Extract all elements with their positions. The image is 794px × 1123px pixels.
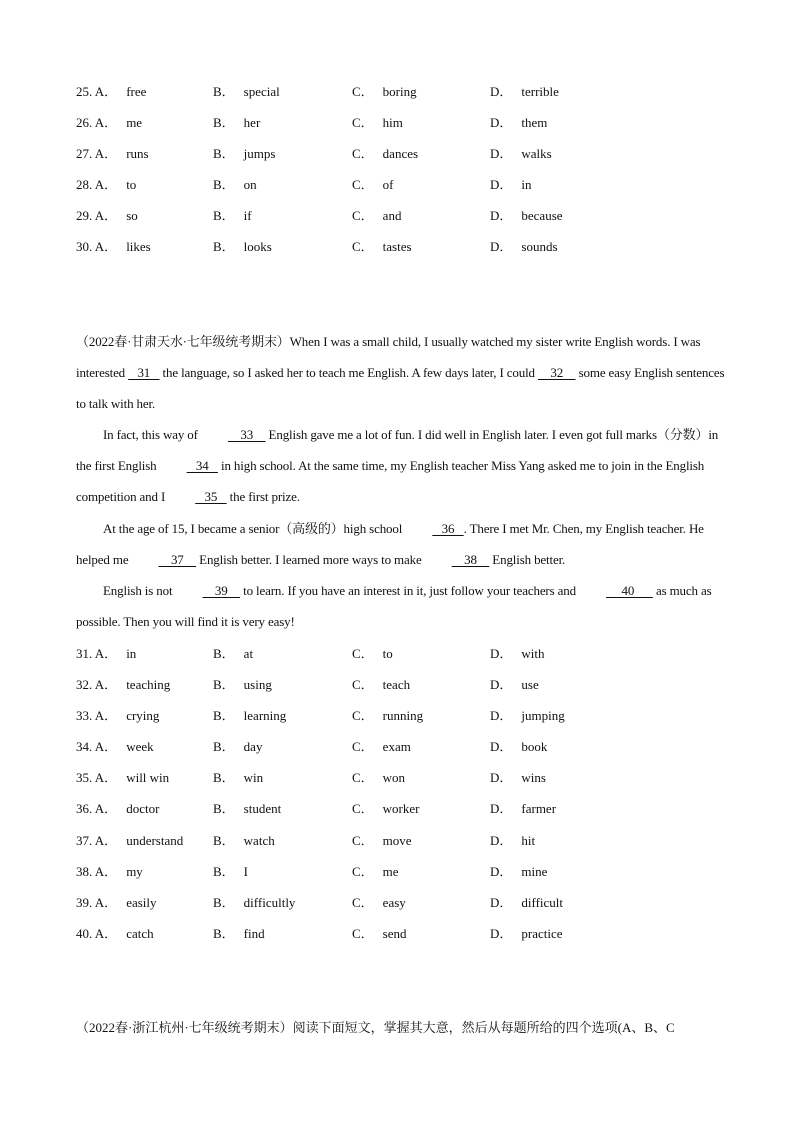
option-text: week [126, 739, 154, 755]
option-letter: C． [352, 646, 374, 661]
option-letter: D． [490, 115, 513, 131]
option-text: difficult [521, 894, 564, 910]
option-letter: C． [352, 739, 374, 755]
question-row [76, 887, 726, 918]
option-text: runs [126, 146, 149, 162]
option-letter: A． [94, 801, 118, 817]
option-d [490, 762, 546, 793]
option-letter: C． [352, 708, 374, 724]
option-text: hit [521, 832, 536, 848]
blank-36: 36 [432, 520, 464, 536]
option-a [76, 887, 157, 918]
blank-37: 37 [158, 551, 197, 567]
question-row [76, 793, 726, 824]
option-text: won [382, 770, 406, 786]
option-letter: A． [94, 239, 118, 255]
option-c [352, 918, 407, 949]
option-d [490, 231, 558, 262]
question-number: 30. [76, 239, 93, 255]
option-letter: D． [490, 739, 513, 755]
option-text: mine [521, 863, 548, 879]
option-text: sounds [521, 239, 558, 255]
option-letter: C． [352, 146, 374, 162]
option-letter: A． [94, 677, 118, 693]
option-letter: B． [213, 208, 235, 224]
option-text: if [243, 208, 252, 224]
option-letter: A． [94, 177, 118, 193]
option-letter: B． [213, 708, 235, 724]
option-letter: B． [213, 739, 235, 755]
option-letter: B． [213, 770, 235, 786]
option-d [490, 731, 547, 762]
option-c [352, 887, 406, 918]
option-text: tastes [382, 239, 412, 255]
option-letter: A． [94, 832, 118, 848]
option-text: wins [521, 770, 546, 786]
question-row [76, 762, 726, 793]
option-c [352, 762, 405, 793]
option-text: him [382, 115, 403, 131]
option-c [352, 731, 411, 762]
option-text: special [243, 84, 280, 99]
option-text: win [243, 770, 264, 786]
option-d [490, 700, 565, 731]
option-letter: B． [213, 84, 235, 99]
blank-40: 40 [606, 582, 653, 598]
option-b [213, 887, 295, 918]
option-text: farmer [521, 801, 557, 817]
option-a [76, 700, 159, 731]
passage-paragraph-3: At the age of 15, I became a senior（高级的）high school 36 . There I met Mr. Chen, my English teacher. He helped me 37 English better. I learned more ways to make 38 English better. [76, 513, 726, 575]
option-d [490, 200, 563, 231]
option-text: and [382, 208, 402, 224]
option-text: me [382, 863, 399, 879]
question-row [76, 669, 726, 700]
option-letter: B． [213, 177, 235, 193]
option-text: move [382, 832, 412, 848]
option-b [213, 700, 286, 731]
option-b [213, 731, 262, 762]
option-text: book [521, 739, 548, 755]
question-row [76, 638, 726, 669]
option-text: dances [382, 146, 419, 162]
question-set-25-30 [76, 76, 726, 263]
option-text: free [126, 84, 147, 99]
option-a [76, 200, 138, 231]
option-d [490, 138, 552, 169]
option-text: boring [382, 84, 417, 99]
option-a [76, 825, 183, 856]
option-text: in [126, 646, 137, 661]
option-letter: D． [490, 894, 513, 910]
question-number: 25. [76, 84, 93, 99]
option-text: using [243, 677, 272, 693]
option-letter: C． [352, 208, 374, 224]
option-letter: B． [213, 677, 235, 693]
option-c [352, 700, 423, 731]
option-text: easy [382, 894, 406, 910]
option-text: in [521, 177, 532, 193]
option-letter: D． [490, 832, 513, 848]
option-letter: C． [352, 863, 374, 879]
option-text: worker [382, 801, 420, 817]
source-label: （2022春·甘肃天水·七年级统考期末） [76, 334, 290, 349]
option-text: learning [243, 708, 287, 724]
option-a [76, 138, 149, 169]
option-letter: D． [490, 708, 513, 724]
option-text: will win [126, 770, 170, 786]
option-d [490, 107, 547, 138]
option-text: terrible [521, 84, 559, 99]
option-text: practice [521, 925, 563, 941]
option-text: easily [126, 894, 157, 910]
option-c [352, 856, 399, 887]
option-text: exam [382, 739, 411, 755]
option-c [352, 669, 410, 700]
option-letter: D． [490, 925, 513, 941]
option-letter: D． [490, 646, 513, 661]
option-b [213, 107, 260, 138]
option-c [352, 825, 412, 856]
option-text: I [243, 863, 249, 879]
question-number: 40. [76, 925, 93, 941]
question-row [76, 731, 726, 762]
option-a [76, 731, 154, 762]
option-letter: C． [352, 115, 374, 131]
option-a [76, 793, 159, 824]
question-number: 37. [76, 832, 93, 848]
question-number: 31. [76, 646, 93, 661]
option-b [213, 669, 272, 700]
option-d [490, 793, 556, 824]
option-letter: D． [490, 863, 513, 879]
option-c [352, 638, 393, 669]
option-letter: D． [490, 208, 513, 224]
option-text: student [243, 801, 282, 817]
option-letter: A． [94, 646, 118, 661]
option-b [213, 825, 275, 856]
question-number: 29. [76, 208, 93, 224]
question-row [76, 138, 726, 169]
option-letter: B． [213, 894, 235, 910]
option-c [352, 76, 417, 107]
option-letter: B． [213, 115, 235, 131]
option-text: doctor [126, 801, 160, 817]
option-a [76, 107, 142, 138]
option-text: because [521, 208, 563, 224]
option-text: catch [126, 925, 154, 941]
option-d [490, 825, 535, 856]
option-a [76, 76, 146, 107]
option-a [76, 856, 143, 887]
option-text: teach [382, 677, 411, 693]
option-letter: C． [352, 925, 374, 941]
question-number: 39. [76, 894, 93, 910]
option-b [213, 762, 263, 793]
question-number: 33. [76, 708, 93, 724]
blank-34: 34 [186, 458, 218, 474]
option-letter: C． [352, 894, 374, 910]
option-text: watch [243, 832, 275, 848]
question-number: 28. [76, 177, 93, 193]
option-letter: A． [94, 894, 118, 910]
question-number: 35. [76, 770, 93, 786]
passage-paragraph-4: English is not 39 to learn. If you have an interest in it, just follow your teachers and 40 as much as possible. Then you will find it is very easy! [76, 575, 726, 637]
question-set-31-40 [76, 638, 726, 949]
option-letter: A． [94, 146, 118, 162]
option-letter: C． [352, 239, 374, 255]
option-letter: A． [94, 925, 118, 941]
blank-39: 39 [202, 582, 241, 598]
option-text: teaching [126, 677, 171, 693]
option-letter: A． [94, 770, 118, 786]
option-text: find [243, 925, 265, 941]
question-number: 27. [76, 146, 93, 162]
passage-paragraph-2: In fact, this way of 33 English gave me a lot of fun. I did well in English later. I even got full marks（分数）in the first English 34 in high school. At the same time, my English teacher Miss Yang asked me to join in the English competition and I 35 the first prize. [76, 419, 726, 512]
option-text: walks [521, 146, 552, 162]
option-letter: B． [213, 646, 235, 661]
option-c [352, 793, 420, 824]
option-text: day [243, 739, 263, 755]
option-text: at [243, 646, 254, 661]
option-a [76, 231, 151, 262]
question-number: 32. [76, 677, 93, 693]
option-letter: B． [213, 832, 235, 848]
option-b [213, 793, 281, 824]
option-text: jumps [243, 146, 276, 162]
option-a [76, 762, 169, 793]
option-b [213, 918, 265, 949]
option-text: me [126, 115, 143, 131]
option-letter: A． [94, 708, 118, 724]
option-d [490, 76, 559, 107]
option-a [76, 169, 136, 200]
option-text: understand [126, 832, 184, 848]
option-b [213, 76, 280, 107]
option-text: jumping [521, 708, 565, 724]
option-b [213, 856, 248, 887]
option-letter: B． [213, 801, 235, 817]
question-row [76, 169, 726, 200]
option-c [352, 231, 412, 262]
option-a [76, 918, 154, 949]
option-text: them [521, 115, 548, 131]
option-b [213, 200, 252, 231]
option-letter: D． [490, 177, 513, 193]
option-text: on [243, 177, 257, 193]
option-d [490, 669, 539, 700]
option-text: likes [126, 239, 151, 255]
question-number: 38. [76, 863, 93, 879]
option-letter: B． [213, 239, 235, 255]
option-letter: D． [490, 770, 513, 786]
option-text: difficultly [243, 894, 296, 910]
option-letter: A． [94, 84, 118, 99]
option-text: to [382, 646, 393, 661]
option-text: send [382, 925, 407, 941]
option-text: with [521, 646, 545, 661]
question-row [76, 856, 726, 887]
blank-32: 32 [538, 365, 576, 381]
blank-38: 38 [451, 551, 490, 567]
option-d [490, 169, 532, 200]
option-text: crying [126, 708, 160, 724]
option-d [490, 856, 547, 887]
option-letter: A． [94, 739, 118, 755]
option-text: so [126, 208, 138, 224]
option-text: of [382, 177, 394, 193]
option-b [213, 169, 257, 200]
option-c [352, 169, 394, 200]
option-letter: D． [490, 677, 513, 693]
option-d [490, 887, 563, 918]
option-letter: C． [352, 801, 374, 817]
question-row [76, 200, 726, 231]
question-number: 26. [76, 115, 93, 131]
question-row [76, 107, 726, 138]
option-text: running [382, 708, 424, 724]
option-b [213, 231, 272, 262]
option-letter: A． [94, 208, 118, 224]
option-letter: A． [94, 115, 118, 131]
blank-33: 33 [227, 427, 266, 443]
option-text: her [243, 115, 261, 131]
question-number: 34. [76, 739, 93, 755]
question-row [76, 700, 726, 731]
option-letter: D． [490, 146, 513, 162]
option-text: my [126, 863, 143, 879]
option-a [76, 638, 136, 669]
blank-35: 35 [195, 489, 227, 505]
option-c [352, 107, 403, 138]
option-letter: B． [213, 863, 235, 879]
passage-paragraph-1: （2022春·甘肃天水·七年级统考期末）When I was a small child, I usually watched my sister write English words. I was interested 31 the language, so I asked her to teach me English. A few days later, I could 32 some easy English sentences to talk with her. [76, 334, 725, 412]
reading-passage [76, 326, 726, 637]
option-letter: C． [352, 177, 374, 193]
option-letter: C． [352, 770, 374, 786]
option-text: to [126, 177, 137, 193]
question-row [76, 825, 726, 856]
option-text: use [521, 677, 539, 693]
option-d [490, 918, 563, 949]
option-text: looks [243, 239, 272, 255]
option-letter: C． [352, 677, 374, 693]
option-letter: D． [490, 801, 513, 817]
question-number: 36. [76, 801, 93, 817]
option-b [213, 638, 253, 669]
option-letter: C． [352, 84, 374, 99]
option-letter: D． [490, 239, 513, 255]
option-c [352, 138, 418, 169]
option-letter: A． [94, 863, 118, 879]
question-row [76, 231, 726, 262]
option-b [213, 138, 275, 169]
option-letter: D． [490, 84, 513, 99]
option-letter: C． [352, 832, 374, 848]
blank-31: 31 [128, 365, 160, 381]
option-letter: B． [213, 925, 235, 941]
question-row [76, 918, 726, 949]
question-row [76, 76, 726, 107]
option-c [352, 200, 401, 231]
option-a [76, 669, 170, 700]
next-section-heading: （2022春·浙江杭州·七年级统考期末）阅读下面短文，掌握其大意，然后从每题所给的四个选项(A、B、C [76, 1020, 675, 1035]
option-letter: B． [213, 146, 235, 162]
option-d [490, 638, 545, 669]
